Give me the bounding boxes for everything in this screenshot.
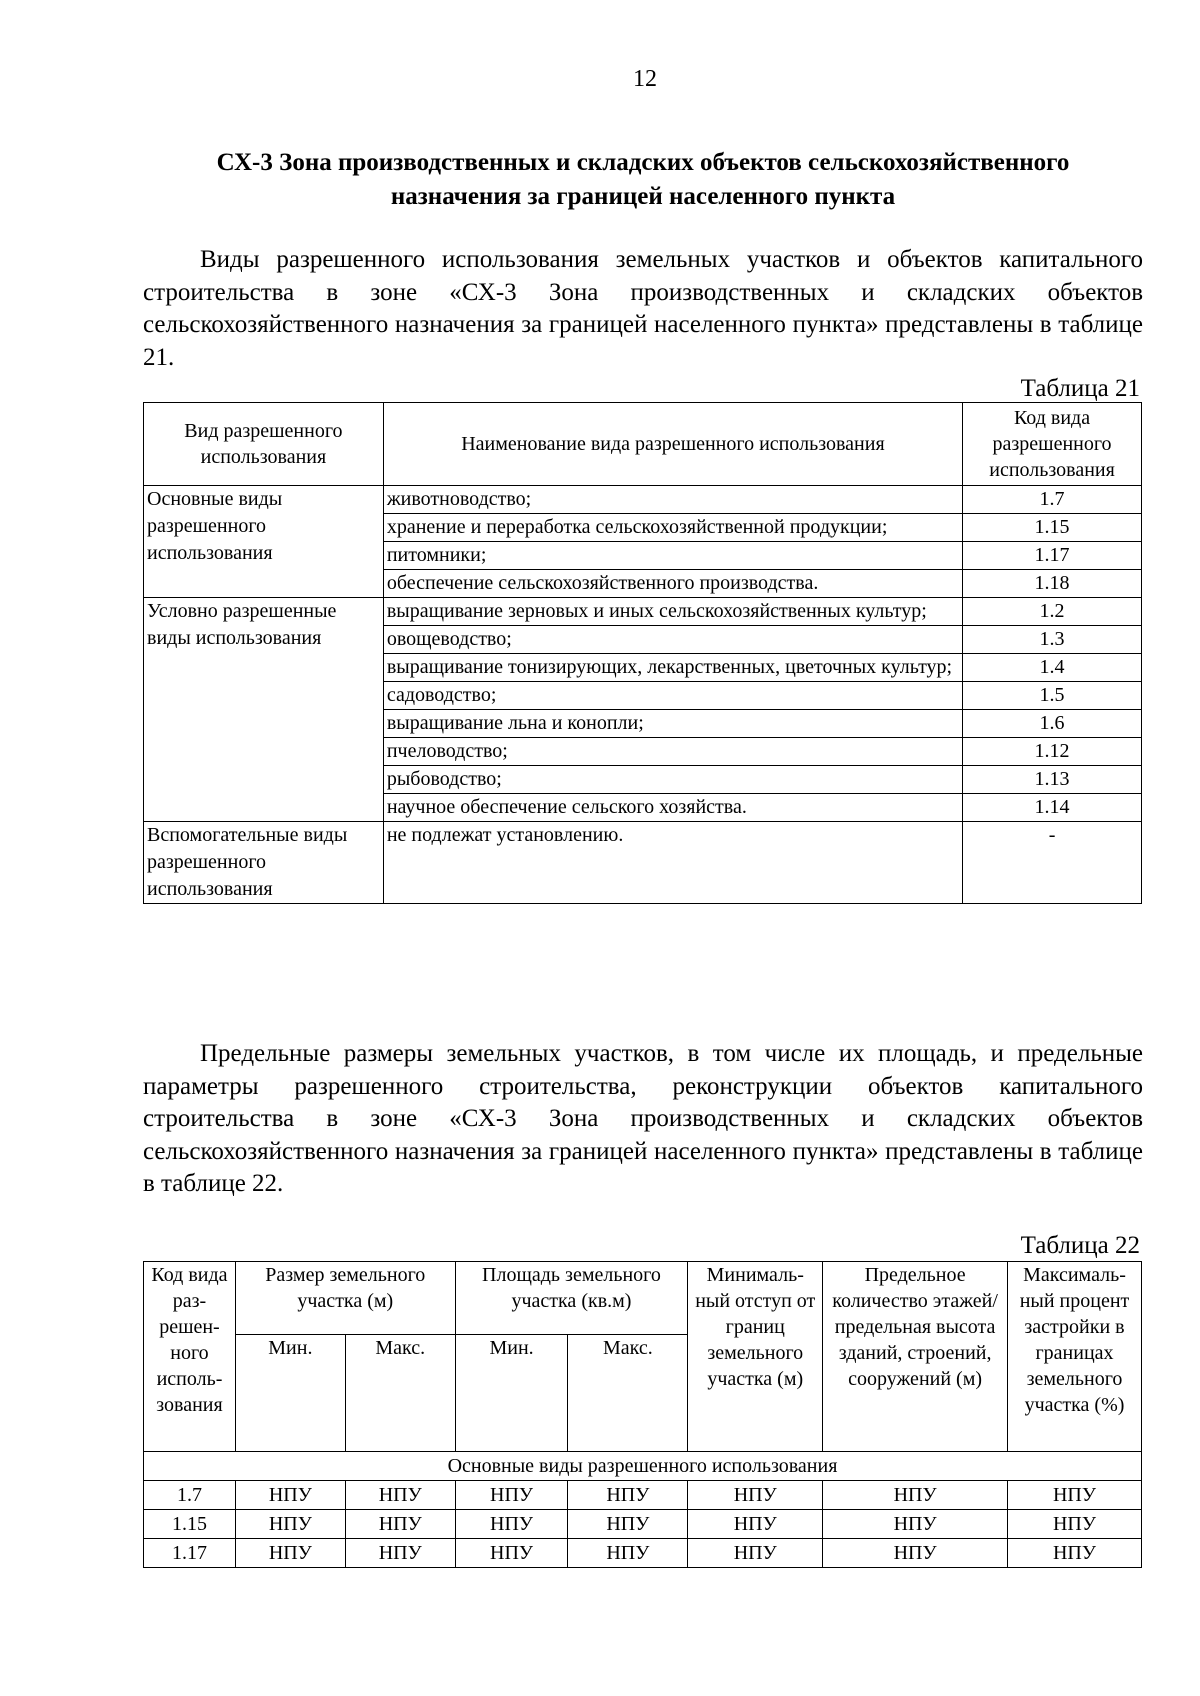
value-cell: НПУ	[823, 1510, 1008, 1539]
use-name-cell: хранение и переработка сельскохозяйственной продукции;	[383, 514, 962, 542]
value-cell: НПУ	[823, 1481, 1008, 1510]
use-code-cell: 1.14	[963, 794, 1142, 822]
table22-header-coverage: Максималь-ный процент застройки в границах земельного участка (%)	[1008, 1262, 1142, 1452]
use-code-cell: 1.12	[963, 738, 1142, 766]
value-cell: НПУ	[345, 1481, 455, 1510]
use-type-cell: Условно разрешенные виды использования	[144, 598, 384, 822]
value-cell: НПУ	[1008, 1539, 1142, 1568]
use-code-cell: 1.6	[963, 710, 1142, 738]
table-row	[144, 822, 1142, 904]
table21-caption: Таблица 21	[1020, 375, 1140, 402]
value-cell: НПУ	[345, 1510, 455, 1539]
use-code-cell: 1.7	[963, 486, 1142, 514]
value-cell: НПУ	[235, 1481, 345, 1510]
value-cell: НПУ	[455, 1539, 568, 1568]
use-name-cell: садоводство;	[383, 682, 962, 710]
use-code-cell: 1.3	[963, 626, 1142, 654]
use-name-cell: обеспечение сельскохозяйственного производства.	[383, 570, 962, 598]
use-type-cell: Основные виды разрешенного использования	[144, 486, 384, 598]
code-cell: 1.15	[144, 1510, 236, 1539]
table-22	[143, 1261, 1142, 1568]
table22-header-code: Код вида раз-решен-ного исполь-зования	[144, 1262, 236, 1452]
value-cell: НПУ	[688, 1481, 823, 1510]
table22-header-size: Размер земельного участка (м)	[235, 1262, 455, 1335]
value-cell: НПУ	[235, 1510, 345, 1539]
table22-header-area-max: Макс.	[568, 1335, 688, 1452]
table22-header-size-min: Мин.	[235, 1335, 345, 1452]
table21-header-row	[144, 403, 1142, 486]
use-code-cell: -	[963, 822, 1142, 904]
table22-group-row	[144, 1452, 1142, 1481]
table22-group-label: Основные виды разрешенного использования	[144, 1452, 1142, 1481]
page-number: 12	[633, 66, 657, 92]
table22-header-floors: Предельное количество этажей/ предельная высота зданий, строений, сооружений (м)	[823, 1262, 1008, 1452]
code-cell: 1.17	[144, 1539, 236, 1568]
table22-caption: Таблица 22	[1020, 1232, 1140, 1259]
intro-paragraph: Виды разрешенного использования земельных участков и объектов капитального строительства в зоне «СХ-3 Зона производственных и складских объектов сельскохозяйственного назначения за границей населенного пункта» представлены в таблице 21.	[143, 246, 1143, 371]
table22-header-setback: Минималь-ный отступ от границ земельного участка (м)	[688, 1262, 823, 1452]
value-cell: НПУ	[345, 1539, 455, 1568]
value-cell: НПУ	[455, 1481, 568, 1510]
value-cell: НПУ	[568, 1510, 688, 1539]
use-name-cell: выращивание льна и конопли;	[383, 710, 962, 738]
title-line-1: СХ-3 Зона производственных и складских объектов сельскохозяйственного	[216, 149, 1070, 176]
use-type-cell: Вспомогательные виды разрешенного использования	[144, 822, 384, 904]
value-cell: НПУ	[823, 1539, 1008, 1568]
use-code-cell: 1.17	[963, 542, 1142, 570]
value-cell: НПУ	[455, 1510, 568, 1539]
use-code-cell: 1.5	[963, 682, 1142, 710]
use-name-cell: рыбоводство;	[383, 766, 962, 794]
title-line-2: назначения за границей населенного пункта	[390, 183, 896, 210]
code-cell: 1.7	[144, 1481, 236, 1510]
value-cell: НПУ	[1008, 1510, 1142, 1539]
table22-header-size-max: Макс.	[345, 1335, 455, 1452]
use-name-cell: выращивание зерновых и иных сельскохозяйственных культур;	[383, 598, 962, 626]
use-code-cell: 1.4	[963, 654, 1142, 682]
limits-paragraph: Предельные размеры земельных участков, в том числе их площадь, и предельные параметры разрешенного строительства, реконструкции объектов капитального строительства в зоне «СХ-3 Зона производственных и складских объектов сельскохозяйственного назначения за границей населенного пункта» представлены в таблице в таблице 22.	[143, 1040, 1143, 1197]
table-row	[144, 1481, 1142, 1510]
use-name-cell: пчеловодство;	[383, 738, 962, 766]
value-cell: НПУ	[688, 1539, 823, 1568]
table21-header-type: Вид разрешенного использования	[144, 403, 384, 486]
table21-header-name: Наименование вида разрешенного использования	[383, 403, 962, 486]
use-name-cell: овощеводство;	[383, 626, 962, 654]
table22-header-area-min: Мин.	[455, 1335, 568, 1452]
value-cell: НПУ	[688, 1510, 823, 1539]
value-cell: НПУ	[1008, 1481, 1142, 1510]
value-cell: НПУ	[235, 1539, 345, 1568]
use-name-cell: животноводство;	[383, 486, 962, 514]
table22-header-area: Площадь земельного участка (кв.м)	[455, 1262, 688, 1335]
table-row	[144, 1510, 1142, 1539]
table-21	[143, 402, 1142, 904]
use-code-cell: 1.2	[963, 598, 1142, 626]
use-name-cell: научное обеспечение сельского хозяйства.	[383, 794, 962, 822]
use-name-cell: не подлежат установлению.	[383, 822, 962, 904]
table22-header-row-1	[144, 1262, 1142, 1335]
use-name-cell: питомники;	[383, 542, 962, 570]
use-code-cell: 1.13	[963, 766, 1142, 794]
table-row	[144, 598, 1142, 626]
use-name-cell: выращивание тонизирующих, лекарственных, цветочных культур;	[383, 654, 962, 682]
table-row	[144, 1539, 1142, 1568]
section-title	[143, 146, 1143, 214]
value-cell: НПУ	[568, 1481, 688, 1510]
use-code-cell: 1.15	[963, 514, 1142, 542]
table21-header-code: Код вида разрешенного использования	[963, 403, 1142, 486]
value-cell: НПУ	[568, 1539, 688, 1568]
table-row	[144, 486, 1142, 514]
use-code-cell: 1.18	[963, 570, 1142, 598]
